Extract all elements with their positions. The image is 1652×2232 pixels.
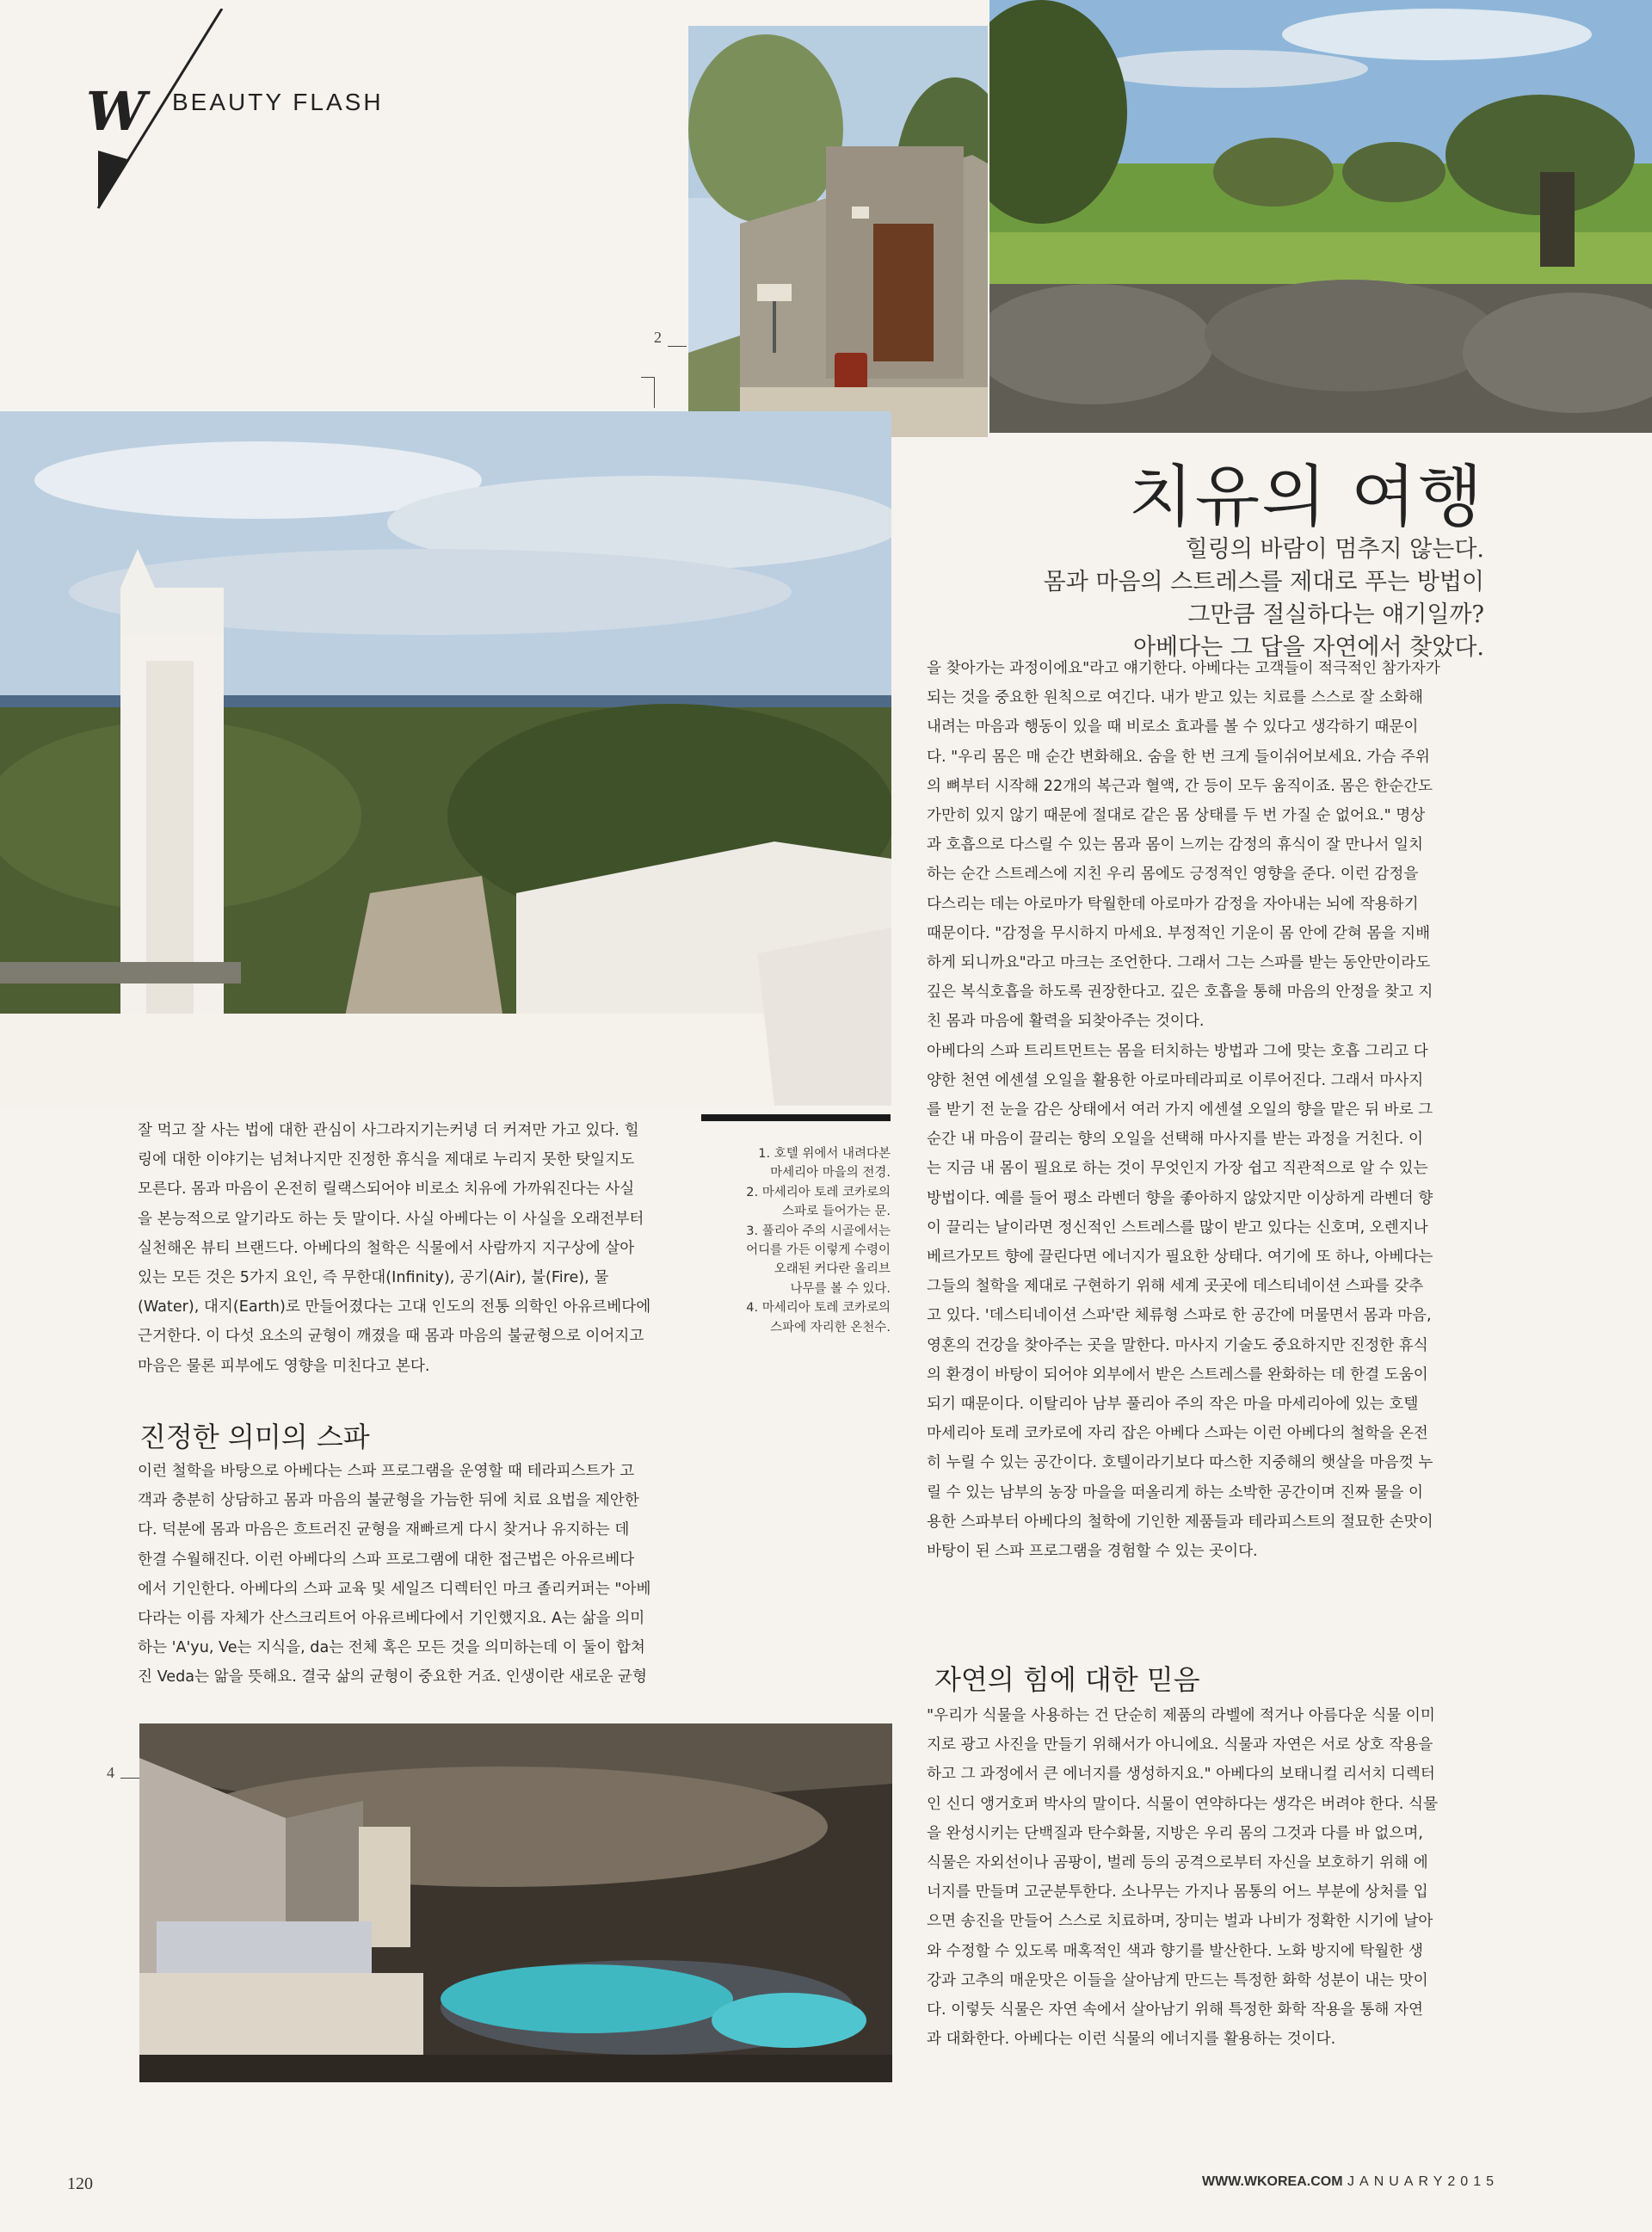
page-number: 120 (67, 2174, 93, 2193)
left-spa-text (138, 1457, 699, 1692)
text-line: 하는 순간 스트레스에 지친 우리 몸에도 긍정적인 영향을 준다. 이런 감정을 (927, 866, 1419, 884)
text-line: 으면 송진을 만들어 스스로 치료하며, 장미는 벌과 나비가 정확한 시기에 날아 (927, 1913, 1433, 1931)
text-line: 과 호흡으로 다스릴 수 있는 몸과 몸이 느끼는 감정의 휴식이 잘 만나서 일치 (927, 836, 1423, 854)
text-line: 양한 천연 에센셜 오일을 활용한 아로마테라피로 이루어진다. 그래서 마사지 (927, 1071, 1424, 1089)
text-line: 실천해온 뷰티 브랜드다. 아베다의 철학은 식물에서 사람까지 지구상에 살아 (138, 1239, 635, 1257)
caption-line: 스파로 들어가는 문. (782, 1205, 891, 1219)
caption-line: 2. 마세리아 토레 코카로의 (746, 1185, 891, 1199)
footer-site: WWW.WKOREA.COM (1202, 2174, 1343, 2189)
text-line: 다라는 이름 자체가 산스크리트어 아유르베다에서 기인했지요. A는 삶을 의미 (138, 1610, 645, 1628)
subhead-line: 아베다는 그 답을 자연에서 찾았다. (1132, 634, 1484, 661)
text-line: 잘 먹고 잘 사는 법에 대한 관심이 사그라지기는커녕 더 커져만 가고 있다. 힐 (138, 1122, 639, 1139)
text-line: 링에 대한 이야기는 넘쳐나지만 진정한 휴식을 제대로 누리지 못한 탓일지도 (138, 1151, 635, 1169)
text-line: 마음은 물론 피부에도 영향을 미친다고 본다. (138, 1357, 430, 1375)
text-line: 고 있다. '데스티네이션 스파'란 체류형 스파로 한 공간에 머물면서 몸과 마음, (927, 1307, 1432, 1325)
caption-rule (701, 1114, 891, 1121)
text-line: 에서 기인한다. 아베다의 스파 교육 및 세일즈 디렉터인 마크 졸리커퍼는 "아베 (138, 1580, 651, 1598)
text-line: 때문이다. "감정을 무시하지 마세요. 부정적인 기운이 몸 안에 갇혀 몸을 지배 (927, 924, 1431, 942)
subhead-line: 힐링의 바람이 멈추지 않는다. (1185, 536, 1484, 563)
crop-mark (641, 377, 655, 378)
subheading-nature-power: 자연의 힘에 대한 믿음 (934, 1663, 1200, 1696)
article-subhead (865, 533, 1484, 664)
text-line: 하는 'A'yu, Ve는 지식을, da는 전체 혹은 모든 것을 의미하는데 이 둘이 합쳐 (138, 1639, 645, 1657)
text-line: 다스리는 데는 아로마가 탁월한데 아로마가 감정을 자아내는 뇌에 작용하기 (927, 895, 1419, 913)
text-line: 친 몸과 마음에 활력을 되찾아주는 것이다. (927, 1013, 1205, 1031)
text-line: (Water), 대지(Earth)로 만들어졌다는 고대 인도의 전통 의학인 아유르베다에 (138, 1298, 651, 1316)
text-line: 과 대화한다. 아베다는 이런 식물의 에너지를 활용하는 것이다. (927, 2031, 1336, 2049)
text-line: 베르가모트 향에 끌린다면 에너지가 필요한 상태다. 여기에 또 하나, 아베다는 (927, 1249, 1433, 1267)
text-line: 와 수정할 수 있도록 매혹적인 색과 향기를 발산한다. 노화 방지에 탁월한 생 (927, 1942, 1423, 1960)
figure-leader-line (668, 346, 687, 347)
figure-number-4: 4 (107, 1764, 114, 1781)
text-line: 한결 수월해진다. 이런 아베다의 스파 프로그램에 대한 접근법은 아유르베다 (138, 1551, 635, 1569)
text-line: 하고 그 과정에서 큰 에너지를 생성하지요." 아베다의 보태니컬 리서치 디렉터 (927, 1766, 1435, 1784)
text-line: 인 신디 앵거호퍼 박사의 말이다. 식물이 연약하다는 생각은 버려야 한다. 식물 (927, 1795, 1438, 1813)
text-line: 식물은 자외선이나 곰팡이, 벌레 등의 공격으로부터 자신을 보호하기 위해 에 (927, 1854, 1428, 1872)
text-line: 다. 이렇듯 식물은 자연 속에서 살아남기 위해 특정한 화학 작용을 통해 자연 (927, 2001, 1423, 2019)
caption-line: 오래된 커다란 올리브 (774, 1262, 891, 1277)
subhead-line: 몸과 마음의 스트레스를 제대로 푸는 방법이 (1043, 569, 1484, 595)
text-line: 되는 것을 중요한 원칙으로 여긴다. 내가 받고 있는 치료를 스스로 잘 소화해 (927, 689, 1423, 707)
caption-line: 4. 마세리아 토레 코카로의 (746, 1301, 891, 1316)
text-line: 릴 수 있는 남부의 농장 마을을 떠올리게 하는 소박한 공간이며 진짜 물을 이 (927, 1483, 1423, 1501)
text-line: 를 받기 전 눈을 감은 상태에서 여러 가지 에센셜 오일의 향을 맡은 뒤 바로 그 (927, 1101, 1433, 1119)
photo-spa-entrance (688, 26, 988, 437)
caption-line: 마세리아 마을의 전경. (770, 1166, 891, 1181)
text-line: 객과 충분히 상담하고 몸과 마음의 불균형을 가늠한 뒤에 치료 요법을 제안한 (138, 1492, 639, 1510)
text-line: 순간 내 마음이 끌리는 향의 오일을 선택해 마사지를 받는 과정을 거친다. 이 (927, 1131, 1423, 1149)
text-line: 근거한다. 이 다섯 요소의 균형이 깨졌을 때 몸과 마음의 불균형으로 이어지고 (138, 1328, 644, 1346)
text-line: 용한 스파부터 아베다의 철학에 기인한 제품들과 테라피스트의 절묘한 손맛이 (927, 1513, 1433, 1531)
footer-issue-date: JANUARY2015 (1347, 2174, 1499, 2189)
text-line: 이런 철학을 바탕으로 아베다는 스파 프로그램을 운영할 때 테라피스트가 고 (138, 1463, 635, 1480)
text-line: 바탕이 된 스파 프로그램을 경험할 수 있는 곳이다. (927, 1543, 1258, 1561)
text-line: 되기 때문이다. 이탈리아 남부 풀리아 주의 작은 마을 마세리아에 있는 호텔 (927, 1396, 1419, 1414)
subheading-real-spa: 진정한 의미의 스파 (139, 1421, 370, 1453)
right-text-part2 (927, 1701, 1479, 2054)
text-line: 을 본능적으로 알기라도 하는 듯 말이다. 사실 아베다는 이 사실을 오래전부터 (138, 1210, 644, 1228)
crop-mark (654, 377, 655, 408)
caption-line: 어디를 가든 이렇게 수령이 (746, 1243, 891, 1258)
text-line: "우리가 식물을 사용하는 건 단순히 제품의 라벨에 적거나 아름다운 식물 이미 (927, 1707, 1435, 1724)
text-line: 그들의 철학을 제대로 구현하기 위해 세계 곳곳에 데스티네이션 스파를 갖추 (927, 1278, 1424, 1296)
text-line: 히 누릴 수 있는 공간이다. 호텔이라기보다 따스한 지중해의 햇살을 마음껏 누 (927, 1454, 1433, 1472)
caption-line: 스파에 자리한 온천수. (770, 1320, 891, 1335)
photo-thermal-pool (139, 1723, 892, 2082)
text-line: 아베다의 스파 트리트먼트는 몸을 터치하는 방법과 그에 맞는 호흡 그리고 다 (927, 1042, 1428, 1060)
photo-olive-grove (989, 0, 1652, 433)
text-line: 있는 모든 것은 5가지 요인, 즉 무한대(Infinity), 공기(Air), 불(Fire), 물 (138, 1269, 609, 1287)
photo-captions (701, 1144, 891, 1337)
figure-leader-line (120, 1778, 139, 1779)
text-line: 내려는 마음과 행동이 있을 때 비로소 효과를 볼 수 있다고 생각하기 때문이 (927, 718, 1419, 737)
caption-line: 나무를 볼 수 있다. (790, 1281, 891, 1296)
text-line: 영혼의 건강을 찾아주는 곳을 말한다. 마사지 기술도 중요하지만 진정한 휴식 (927, 1336, 1428, 1354)
text-line: 하게 되니까요"라고 마크는 조언한다. 그래서 그는 스파를 받는 동안만이라도 (927, 954, 1431, 972)
photo-masseria-village-view (0, 411, 891, 1106)
text-line: 을 찾아가는 과정이에요"라고 얘기한다. 아베다는 고객들이 적극적인 참가자가 (927, 660, 1440, 677)
text-line: 다. "우리 몸은 매 순간 변화해요. 숨을 한 번 크게 들이쉬어보세요. 가슴 주위 (927, 748, 1430, 766)
article-headline: 치유의 여행 (1128, 459, 1484, 536)
text-line: 는 지금 내 몸이 필요로 하는 것이 무엇인지 가장 쉽고 직관적으로 알 수 있는 (927, 1160, 1428, 1178)
figure-number-2: 2 (654, 329, 662, 346)
subhead-line: 그만큼 절실하다는 얘기일까? (1187, 601, 1484, 628)
right-text-part1 (927, 654, 1479, 1566)
caption-line: 1. 호텔 위에서 내려다본 (758, 1147, 891, 1161)
caption-line: 3. 풀리아 주의 시골에서는 (746, 1224, 891, 1238)
text-line: 을 완성시키는 단백질과 탄수화물, 지방은 우리 몸의 그것과 다를 바 없으며, (927, 1824, 1423, 1842)
text-line: 깊은 복식호흡을 하도록 권장한다고. 깊은 호흡을 통해 마음의 안정을 찾고 지 (927, 983, 1433, 1002)
text-line: 지로 광고 사진을 만들기 위해서가 아니에요. 식물과 자연은 서로 상호 작용을 (927, 1736, 1433, 1754)
footer-issue (1202, 2174, 1499, 2190)
text-line: 의 뼈부터 시작해 22개의 복근과 혈액, 간 등이 모두 움직이죠. 몸은 한순간도 (927, 777, 1433, 795)
text-line: 방법이다. 예를 들어 평소 라벤더 향을 좋아하지 않았지만 이상하게 라벤더 향 (927, 1189, 1433, 1207)
text-line: 가만히 있지 않기 때문에 절대로 같은 몸 상태를 두 번 가질 순 없어요." 명상 (927, 807, 1426, 825)
text-line: 이 끌리는 날이라면 정신적인 스트레스를 많이 받고 있다는 신호며, 오렌지나 (927, 1218, 1428, 1236)
text-line: 다. 덕분에 몸과 마음은 흐트러진 균형을 재빠르게 다시 찾거나 유지하는 데 (138, 1521, 630, 1539)
magazine-logo: W (86, 80, 146, 143)
text-line: 모른다. 몸과 마음이 온전히 릴랙스되어야 비로소 치유에 가까워진다는 사실 (138, 1181, 635, 1199)
text-line: 너지를 만들며 고군분투한다. 소나무는 가지나 몸통의 어느 부분에 상처를 입 (927, 1884, 1428, 1902)
text-line: 강과 고추의 매운맛은 이들을 살아남게 만드는 특정한 화학 성분이 내는 맛이 (927, 1971, 1428, 1989)
left-intro-text (138, 1116, 699, 1381)
text-line: 의 환경이 바탕이 되어야 외부에서 받은 스트레스를 완화하는 데 한결 도움이 (927, 1366, 1428, 1384)
text-line: 진 Veda는 앎을 뜻해요. 결국 삶의 균형이 중요한 거죠. 인생이란 새로운 균형 (138, 1668, 648, 1686)
section-title: BEAUTY FLASH (172, 89, 384, 115)
text-line: 마세리아 토레 코카로에 자리 잡은 아베다 스파는 이런 아베다의 철학을 온전 (927, 1425, 1428, 1443)
